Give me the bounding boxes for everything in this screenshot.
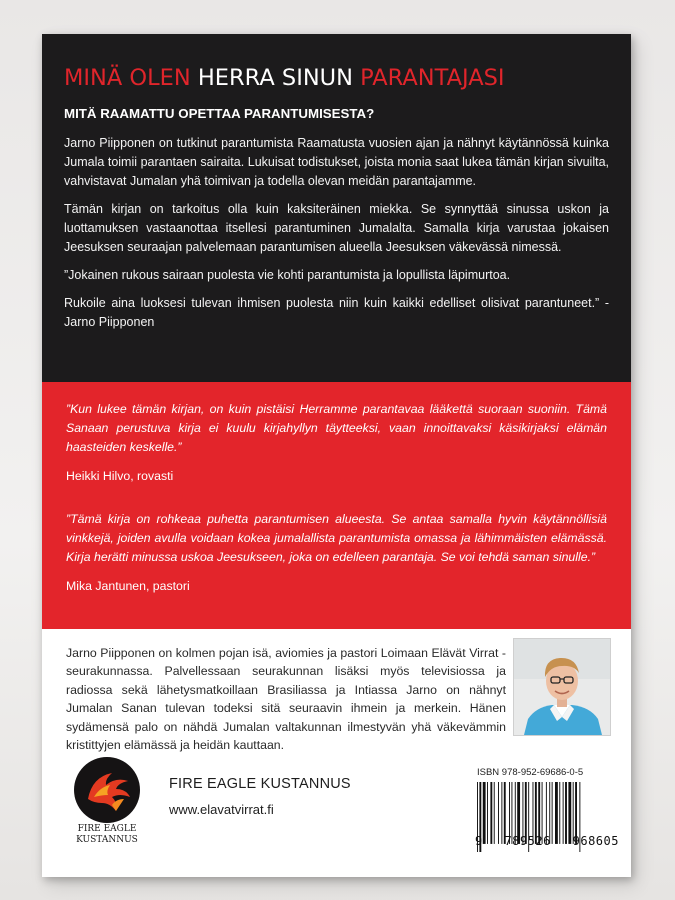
logo-caption-line-2: KUSTANNUS bbox=[76, 835, 138, 845]
author-portrait bbox=[513, 638, 611, 736]
red-panel bbox=[42, 382, 631, 629]
endorsement-author-2: Mika Jantunen, pastori bbox=[66, 579, 190, 593]
logo-caption bbox=[60, 824, 154, 846]
description-paragraph: Jarno Piipponen on tutkinut parantumista Raamatusta vuosien ajan ja nähnyt käytännössä kuinka Jumala toimii parantaen sairaita. Lukuisat todistukset, joista monia saat lukea tämän kirjan sivuilta, vahvistavat Jumalan yhä toimivan ja todella olevan meidän parantajamme. bbox=[64, 136, 609, 188]
logo-caption-line-1: FIRE EAGLE bbox=[77, 824, 137, 834]
barcode-digit-group-3: 968605 bbox=[572, 834, 619, 848]
author-bio: Jarno Piipponen on kolmen pojan isä, aviomies ja pastori Loimaan Elävät Virrat -seurakunnassa. Palvellessaan seurakunnan lisäksi myös televisiossa ja radiossa sekä lähetysmatkoillaan Brasiliassa ja Intiassa Jarno on nähnyt Jumalan Sanan tulevan todeksi sitä seuraavin ihmein ja merkein. Hänen sydämensä palo on nähdä Jumalan valtakunnan ilmestyvän yhä väkevämmin kristittyjen elämässä ja heidän kauttaan. bbox=[66, 646, 506, 753]
title-part-1: MINÄ OLEN bbox=[64, 65, 191, 91]
endorsement-quote-1: ”Kun lukee tämän kirjan, on kuin pistäisi Herramme parantavaa lääkettä suoraan suoniin. Tämä Sanaan perustuva kirja ei kuulu kirjahyllyn täytteeksi, vaan innoittavaksi käsikirjaksi elämän haasteiden keskelle.” bbox=[66, 402, 607, 454]
book-title bbox=[64, 64, 614, 92]
endorsement-author-1: Heikki Hilvo, rovasti bbox=[66, 469, 174, 483]
title-part-3: PARANTAJASI bbox=[360, 65, 505, 91]
description-text bbox=[64, 134, 609, 341]
publisher-name: FIRE EAGLE KUSTANNUS bbox=[169, 776, 351, 792]
barcode-numbers bbox=[475, 834, 619, 848]
isbn-label: ISBN 978-952-69686-0-5 bbox=[477, 767, 584, 778]
fire-eagle-logo bbox=[72, 755, 142, 825]
publisher-website: www.elavatvirrat.fi bbox=[169, 802, 274, 817]
barcode-digit-group-1: 9 bbox=[475, 834, 483, 848]
description-paragraph: Tämän kirjan on tarkoitus olla kuin kaksiteräinen miekka. Se synnyttää sinussa uskon ja luottamuksen vastaanottaa itsellesi parantuminen Jumalalta. Samalla kirja varustaa jokaisen Jeesuksen seuraajan palvelemaan parantumisen alueella Jeesuksen väkevässä nimessä. bbox=[64, 202, 609, 254]
description-paragraph: Rukoile aina luoksesi tulevan ihmisen puolesta niin kuin kaikki edelliset olisivat parantuneet.” - Jarno Piipponen bbox=[64, 296, 609, 329]
title-part-2: HERRA SINUN bbox=[197, 65, 353, 91]
barcode-digit-group-2: 789526 bbox=[504, 834, 551, 848]
endorsements bbox=[66, 400, 607, 596]
book-back-cover bbox=[42, 34, 631, 877]
dark-panel bbox=[42, 34, 631, 382]
endorsement-quote-2: ”Tämä kirja on rohkeaa puhetta parantumisen alueesta. Se antaa samalla hyvin käytännöllisiä vinkkejä, joiden avulla voidaan kokea jumalallista parantumista omassa ja lähimmäisten elämässä. Kirja herätti minussa uskoa Jeesukseen, joka on edelleen parantaja. Se voi tehdä saman sinulle.” bbox=[66, 512, 607, 564]
subtitle: MITÄ RAAMATTU OPETTAA PARANTUMISESTA? bbox=[64, 106, 375, 121]
description-paragraph: ”Jokainen rukous sairaan puolesta vie kohti parantumista ja lopullista läpimurtoa. bbox=[64, 268, 511, 282]
